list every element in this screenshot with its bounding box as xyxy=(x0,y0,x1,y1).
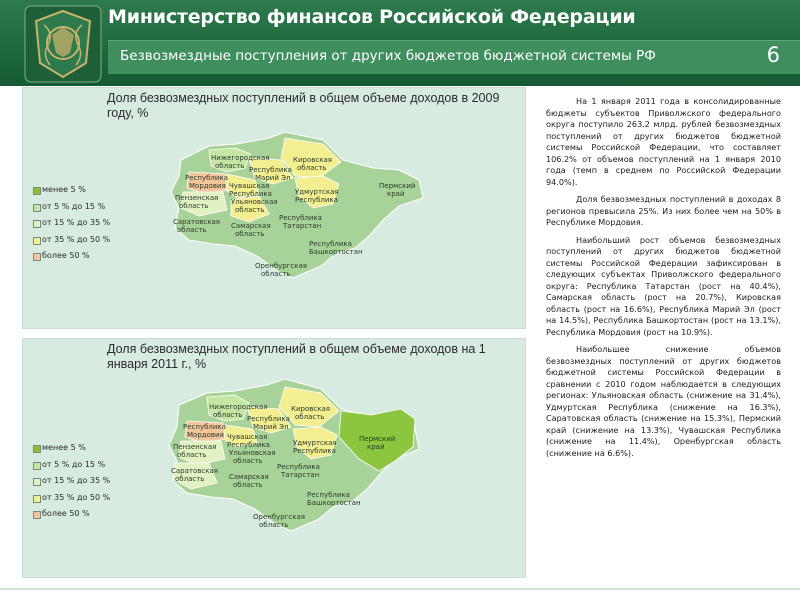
region-label-samara: Самарская xyxy=(229,473,269,481)
region-label-mari2: Марий Эл xyxy=(255,174,291,182)
paragraph-3: Наибольший рост объемов безвозмездных поступлений от других бюджетов бюджетной системы Российской Федерации зафиксирован в следующих субъектах Приволжского федерального округа: Республика Татарстан (рост на 40.4%), Самарская область (рост на 20.7%), Кировская область (рост на 16.6%), Республика Марий Эл (рост на 14.5%), Республика Башкортостан (рост на 13.1%), Республика Мордовия (рост на 10.9%). xyxy=(546,234,781,337)
region-label-penza: Пензенская xyxy=(173,443,217,451)
legend-swatch xyxy=(33,220,41,228)
region-label-chuvash: Чувашская xyxy=(229,182,270,190)
map-title-2011: Доля безвозмездных поступлений в общем объеме доходов на 1 января 2011 г., % xyxy=(107,342,486,371)
legend-swatch xyxy=(33,462,41,470)
legend-label: от 15 % до 35 % xyxy=(42,218,111,227)
region-label-mari: Республика xyxy=(247,415,290,423)
region-label-mari2: Марий Эл xyxy=(253,423,289,431)
slide-number: 6 xyxy=(766,43,780,67)
legend-swatch xyxy=(33,511,41,519)
region-label-mordovia2: Мордовия xyxy=(189,182,226,190)
legend-swatch xyxy=(33,204,41,212)
paragraph-2: Доля безвозмездных поступлений в доходах 8 регионов превысила 25%. Из них более чем на 50% в Республике Мордовия. xyxy=(546,194,781,227)
slide-title: Безвозмездные поступления от других бюджетов бюджетной системы РФ xyxy=(120,48,656,64)
region-label-saratov: Саратовская xyxy=(171,467,218,475)
legend-label: менее 5 % xyxy=(42,443,86,452)
region-label-udmurt2: Республика xyxy=(293,447,336,455)
region-label-penza2: область xyxy=(179,202,209,210)
footer-divider xyxy=(0,588,800,590)
legend-label: от 5 % до 15 % xyxy=(42,201,106,211)
region-label-penza: Пензенская xyxy=(175,194,219,202)
region-label-mordovia: Республика xyxy=(183,423,226,431)
region-label-chuvash: Чувашская xyxy=(227,433,268,441)
region-label-orenb2: область xyxy=(261,270,291,278)
region-label-bashk2: Башкортостан xyxy=(307,499,361,507)
region-label-udmurt: Удмуртская xyxy=(293,439,337,447)
legend-label: от 35 % до 50 % xyxy=(42,492,111,502)
legend-swatch xyxy=(33,478,41,486)
region-label-kirov: Кировская xyxy=(293,156,332,164)
region-label-ulyan2: область xyxy=(235,206,265,214)
analysis-text xyxy=(546,96,781,465)
paragraph-1: На 1 января 2011 года в консолидированные бюджеты субъектов Приволжского федерального округа поступило 263.2 млрд. рублей безвозмездных поступлений от других бюджетов бюджетной системы Российской Федерации, что составляет 106.2% от объемов поступлений на 1 января 2010 года (темп в среднем по Российской Федерации 94.0%). xyxy=(546,96,781,187)
header-banner xyxy=(0,0,800,86)
legend-label: от 5 % до 15 % xyxy=(42,459,106,469)
legend-swatch xyxy=(33,445,41,453)
legend-label: от 35 % до 50 % xyxy=(42,234,111,244)
region-label-bashk2: Башкортостан xyxy=(309,248,363,256)
region-label-kirov2: область xyxy=(297,164,327,172)
legend-label: более 50 % xyxy=(42,509,90,518)
region-label-tatar: Республика xyxy=(279,214,322,222)
legend-label: менее 5 % xyxy=(42,185,86,194)
region-label-saratov: Саратовская xyxy=(173,218,220,226)
region-label-orenb: Оренбургская xyxy=(253,513,305,521)
legend-label: более 50 % xyxy=(42,251,90,260)
region-label-samara2: область xyxy=(235,230,265,238)
region-label-ulyan: Ульяновская xyxy=(229,449,276,457)
legend-swatch xyxy=(33,495,41,503)
region-label-perm2: край xyxy=(387,190,405,198)
map-2011 xyxy=(23,339,525,577)
map-panel-2011 xyxy=(22,338,526,578)
region-label-kirov2: область xyxy=(295,413,325,421)
region-label-nizhny: Нижегородская xyxy=(211,154,270,162)
region-label-ulyan2: область xyxy=(233,457,263,465)
legend-swatch xyxy=(33,237,41,245)
region-label-tatar2: Татарстан xyxy=(283,222,322,230)
ministry-title: Министерство финансов Российской Федерации xyxy=(108,6,636,28)
region-label-kirov: Кировская xyxy=(291,405,330,413)
region-label-chuvash2: Республика xyxy=(229,190,272,198)
region-label-chuvash2: Республика xyxy=(227,441,270,449)
paragraph-4: Наибольшее снижение объемов безвозмездных поступлений от других бюджетов бюджетной системы Российской Федерации в сравнении с 2010 годом наблюдается в следующих регионах: Ульяновская область (снижение на 31.4%), Удмуртская Республика (снижение на 16.3%), Саратовская область (снижение на 15.3%), Пермский край (снижение на 13.3%), Чувашская Республика (снижение на 11.4%), Оренбургская область (снижение на 6.6%). xyxy=(546,344,781,458)
region-label-nizhny2: область xyxy=(215,162,245,170)
region-label-bashk: Республика xyxy=(307,491,350,499)
region-label-bashk: Республика xyxy=(309,240,352,248)
region-label-saratov2: область xyxy=(175,475,205,483)
legend-swatch xyxy=(33,253,41,261)
region-label-ulyan: Ульяновская xyxy=(231,198,278,206)
region-label-samara2: область xyxy=(233,481,263,489)
region-label-nizhny2: область xyxy=(213,411,243,419)
region-label-mordovia: Республика xyxy=(185,174,228,182)
region-label-orenb2: область xyxy=(259,521,289,529)
region-label-perm2: край xyxy=(367,443,385,451)
slide-title-bar xyxy=(108,40,800,74)
region-label-perm: Пермский xyxy=(379,182,416,190)
ministry-emblem-icon xyxy=(24,5,102,83)
region-label-tatar2: Татарстан xyxy=(281,471,320,479)
region-label-samara: Самарская xyxy=(231,222,271,230)
region-label-mari: Республика xyxy=(249,166,292,174)
region-label-udmurt2: Республика xyxy=(295,196,338,204)
region-label-saratov2: область xyxy=(177,226,207,234)
region-label-nizhny: Нижегородская xyxy=(209,403,268,411)
region-label-mordovia2: Мордовия xyxy=(187,431,224,439)
legend-label: от 15 % до 35 % xyxy=(42,476,111,485)
region-label-udmurt: Удмуртская xyxy=(295,188,339,196)
map-panel-2009 xyxy=(22,87,526,329)
legend-swatch xyxy=(33,187,41,195)
region-label-tatar: Республика xyxy=(277,463,320,471)
region-label-penza2: область xyxy=(177,451,207,459)
map-title-2009: Доля безвозмездных поступлений в общем объеме доходов в 2009 году, % xyxy=(107,91,500,120)
region-label-perm: Пермский xyxy=(359,435,396,443)
region-label-orenb: Оренбургская xyxy=(255,262,307,270)
